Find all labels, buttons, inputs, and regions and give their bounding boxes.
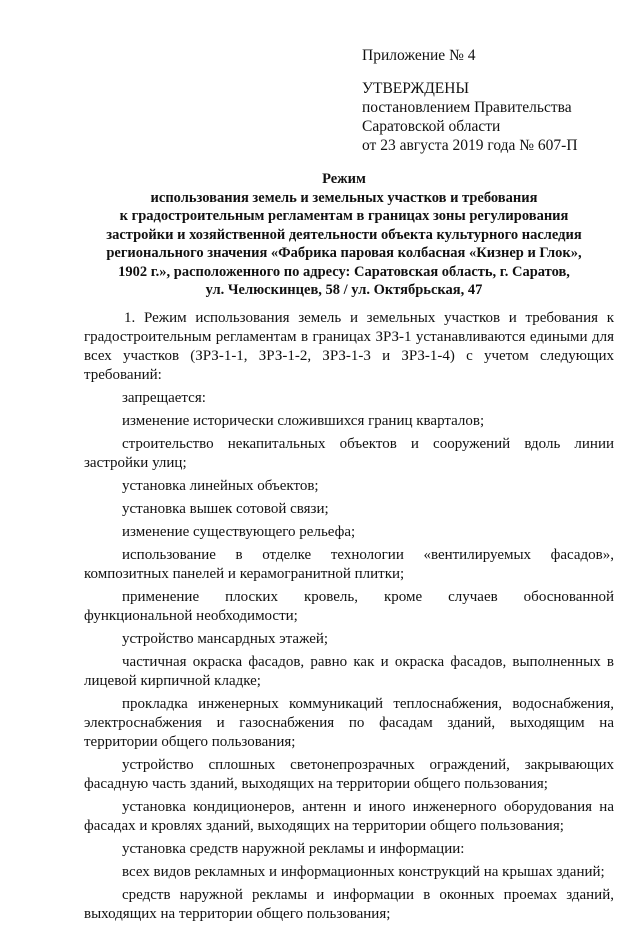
paragraph: устройство мансардных этажей; [122, 631, 329, 647]
title-line: Режим [322, 171, 366, 187]
appendix-number: Приложение № 4 [362, 47, 476, 64]
paragraph: установка вышек сотовой связи; [122, 501, 329, 517]
title-line: использования земель и земельных участков и требования [150, 189, 538, 206]
title-line: ул. Челюскинцев, 58 / ул. Октябрьская, 47 [205, 282, 483, 298]
paragraph: 1. Режим использования земель и земельных участков и требования к градостроительным регламентам в границах ЗРЗ-1 устанавливаются едиными для всех участков (ЗРЗ-1-1, ЗРЗ-1-2, ЗРЗ-1-3 и ЗРЗ-1-4) с учетом следующих требований: [84, 310, 614, 383]
approved-by-line: от 23 августа 2019 года № 607-П [362, 137, 578, 154]
paragraph: прокладка инженерных коммуникаций теплоснабжения, водоснабжения, электроснабжения и газоснабжения по фасадам зданий, выходящим на территории общего пользования; [84, 696, 614, 750]
paragraph: всех видов рекламных и информационных конструкций на крышах зданий; [122, 864, 605, 880]
document-body [84, 309, 614, 928]
appendix-header [362, 46, 622, 155]
paragraph: средств наружной рекламы и информации в оконных проемах зданий, выходящих на территории общего пользования; [84, 887, 614, 922]
paragraph: устройство сплошных светонепрозрачных ограждений, закрывающих фасадную часть зданий, выходящих на территории общего пользования; [84, 757, 614, 792]
paragraph: изменение существующего рельефа; [122, 524, 356, 540]
title-line: к градостроительным регламентам в границах зоны регулирования [119, 208, 569, 224]
paragraph: запрещается: [122, 390, 206, 406]
approved-by-line: Саратовской области [362, 118, 501, 135]
paragraph: установка линейных объектов; [122, 478, 319, 494]
paragraph: применение плоских кровель, кроме случаев обоснованной функциональной необходимости; [84, 589, 614, 624]
paragraph: установка кондиционеров, антенн и иного инженерного оборудования на фасадах и кровлях зданий, выходящих на территории общего пользования; [84, 799, 614, 834]
paragraph: установка средств наружной рекламы и информации: [122, 841, 465, 857]
paragraph: изменение исторически сложившихся границ кварталов; [122, 413, 485, 429]
paragraph: частичная окраска фасадов, равно как и окраска фасадов, выполненных в лицевой кирпичной кладке; [84, 654, 614, 689]
approved-by-line: постановлением Правительства [362, 99, 572, 116]
paragraph: строительство некапитальных объектов и сооружений вдоль линии застройки улиц; [84, 436, 614, 471]
title-line: 1902 г.», расположенного по адресу: Саратовская область, г. Саратов, [118, 263, 570, 280]
document-title [80, 170, 608, 300]
title-line: застройки и хозяйственной деятельности объекта культурного наследия [106, 226, 582, 243]
title-line: регионального значения «Фабрика паровая колбасная «Кизнер и Глок», [106, 245, 582, 261]
paragraph: использование в отделке технологии «вентилируемых фасадов», композитных панелей и керамогранитной плитки; [84, 547, 614, 582]
approved-label: УТВЕРЖДЕНЫ [362, 80, 469, 97]
